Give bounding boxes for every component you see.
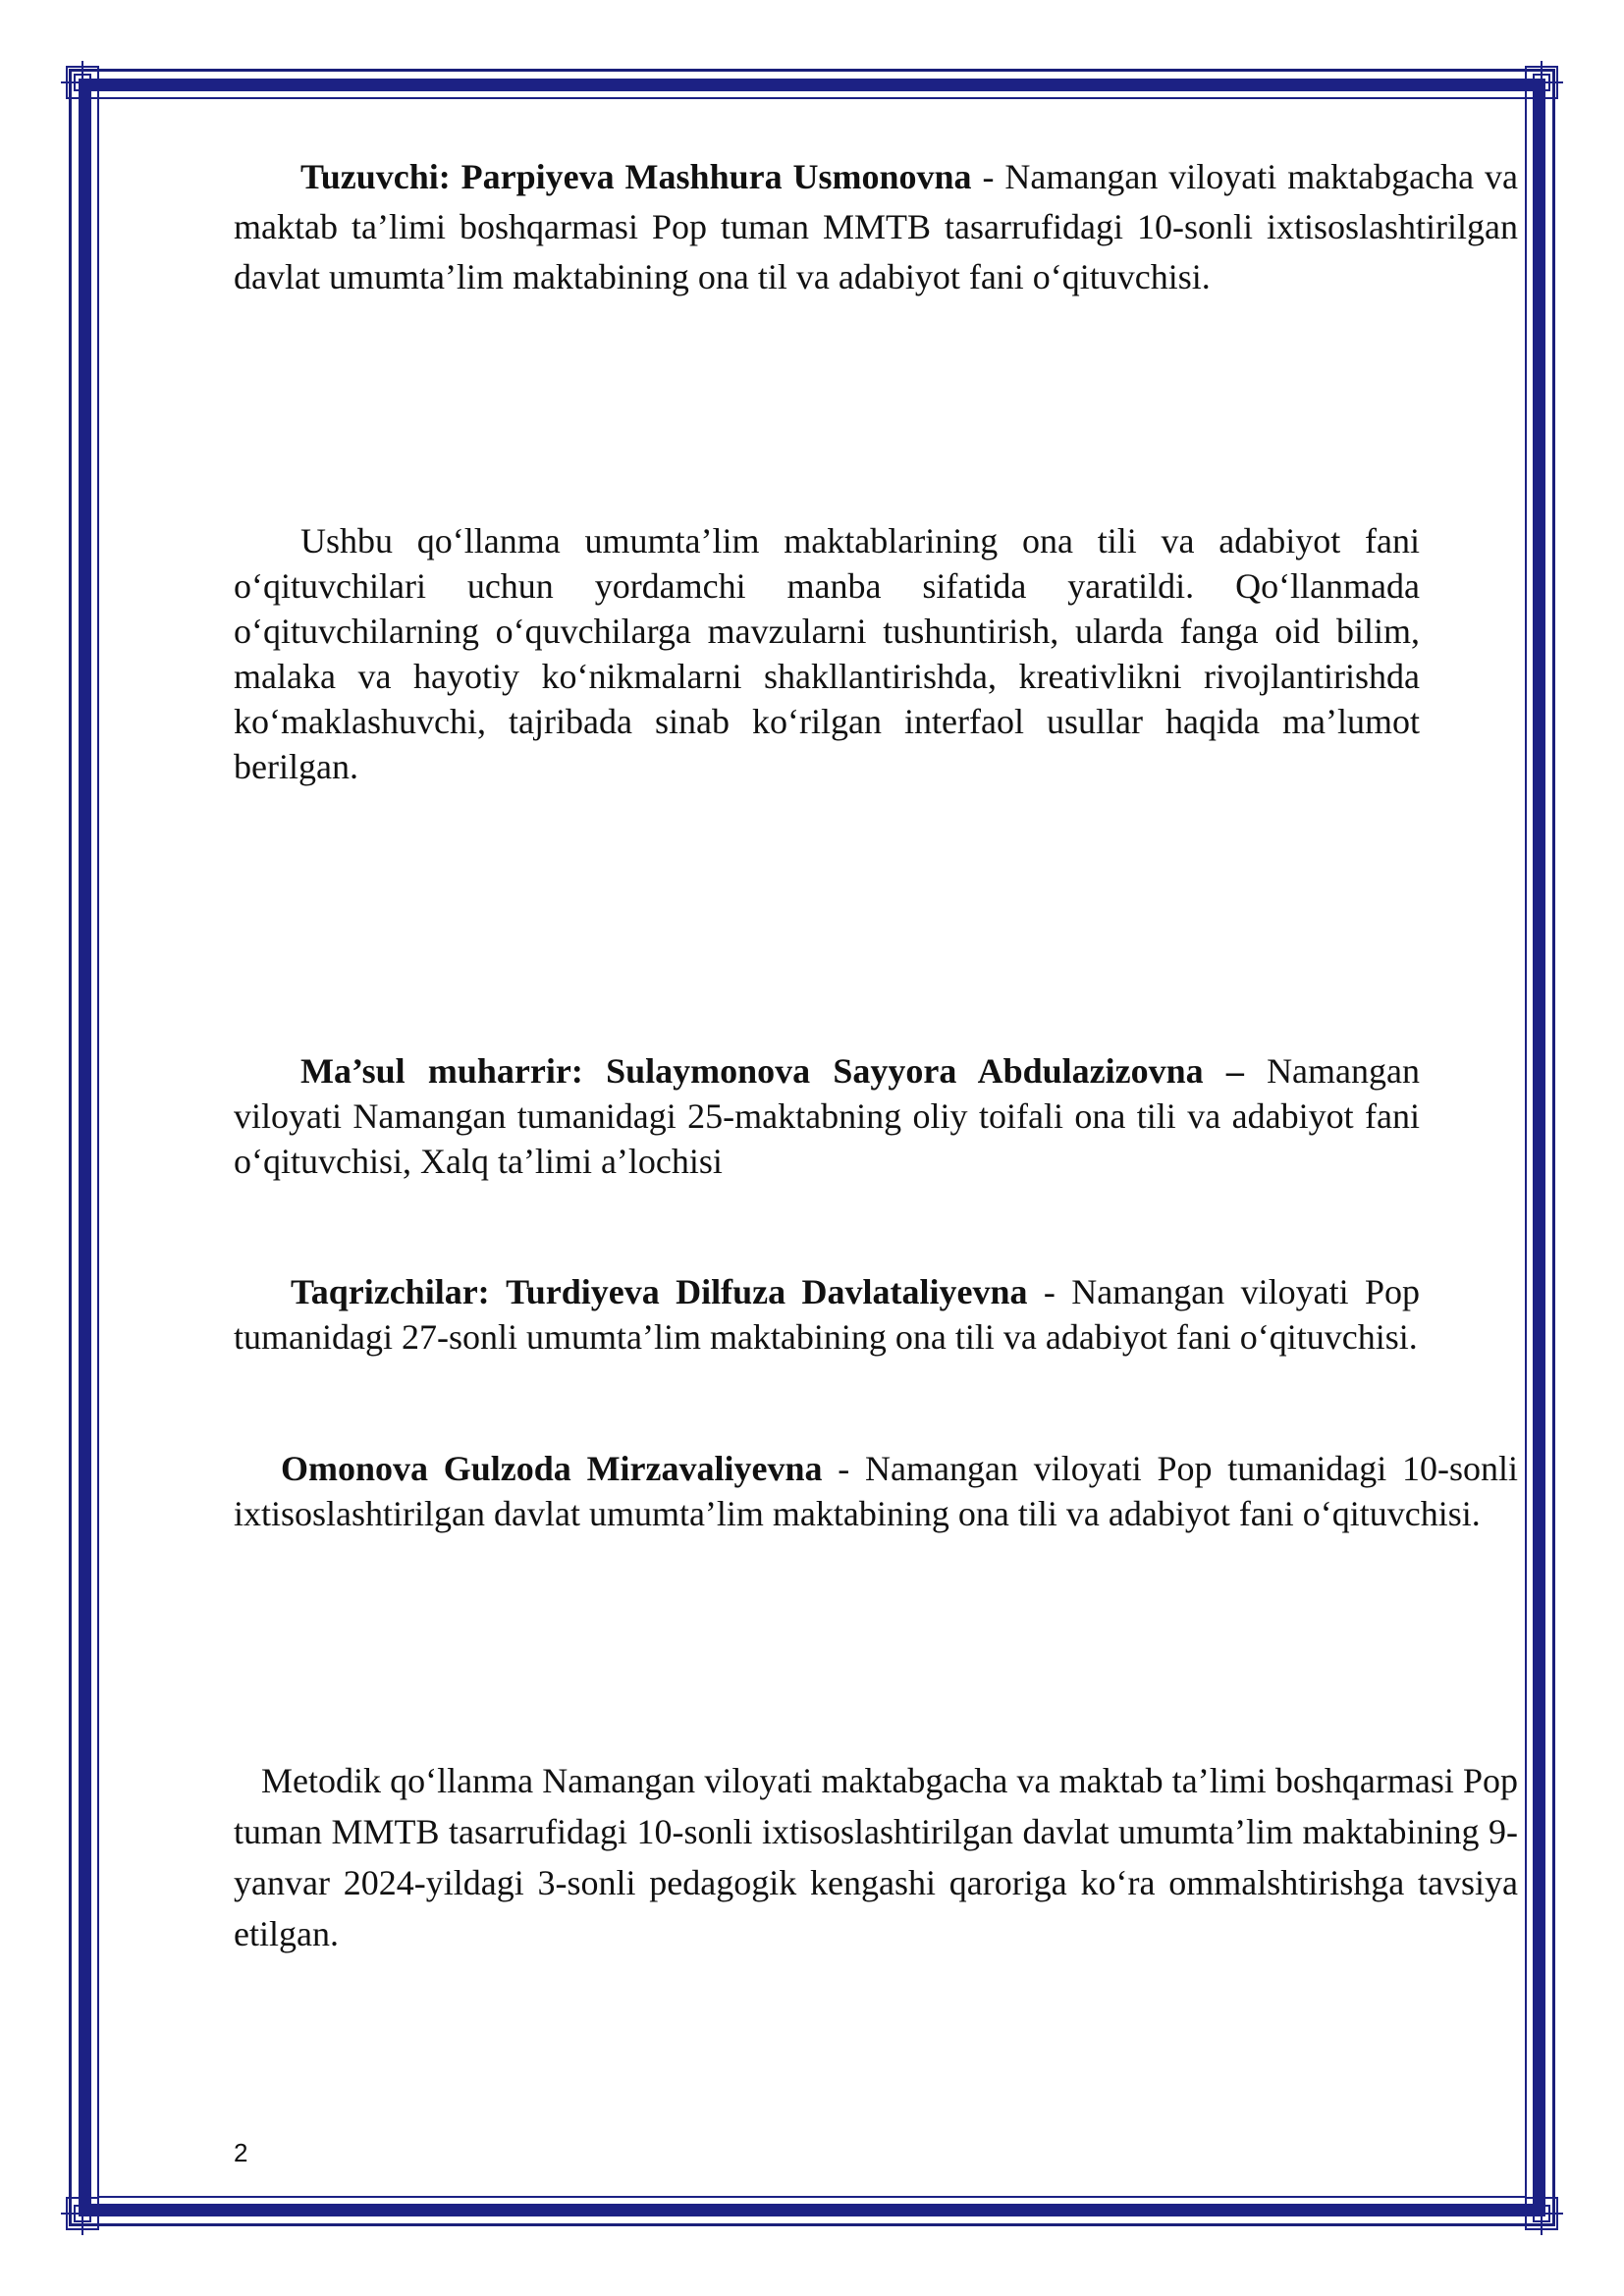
recommendation-paragraph (234, 1755, 1518, 1959)
compiler-text: - Namangan viloyati maktabgacha va maktab ta’limi boshqarmasi Pop tuman MMTB tasarrufidagi 10-sonli ixtisoslashtirilgan davlat umumta’lim maktabining ona til va adabiyot fani o‘qituvchisi. (234, 157, 1519, 296)
reviewer-second-text: - Namangan viloyati Pop tumanidagi 10-sonli ixtisoslashtirilgan davlat umumta’lim maktabining ona tili va adabiyot fani o‘qituvchisi. (234, 1449, 1518, 1533)
reviewer-first-paragraph (234, 1269, 1420, 1360)
corner-ornament-icon (1520, 61, 1563, 104)
compiler-label: Tuzuvchi: (300, 157, 451, 196)
editor-text: Namangan viloyati Namangan tumanidagi 25-maktabning oliy toifali ona tili va adabiyot fani o‘qituvchisi, Xalq ta’limi a’lochisi (234, 1051, 1420, 1181)
recommendation-text: Metodik qo‘llanma Namangan viloyati maktabgacha va maktab ta’limi boshqarmasi Pop tuman MMTB tasarrufidagi 10-sonli ixtisoslashtirilgan davlat umumta’lim maktabining 9-yanvar 2024-yildagi 3-sonli pedagogik kengashi qaroriga ko‘ra ommalshtirishga tavsiya etilgan. (234, 1761, 1518, 1953)
reviewer-second-paragraph (234, 1446, 1518, 1536)
compiler-name: Parpiyeva Mashhura Usmonovna (460, 157, 972, 196)
editor-label: Ma’sul muharrir: (300, 1051, 583, 1091)
reviewers-label: Taqrizchilar: (291, 1272, 490, 1311)
reviewer-second-name: Omonova Gulzoda Mirzavaliyevna (281, 1449, 823, 1488)
editor-paragraph (234, 1048, 1420, 1184)
corner-ornament-icon (1520, 2192, 1563, 2235)
compiler-paragraph (234, 152, 1518, 302)
corner-ornament-icon (61, 2192, 104, 2235)
page-number: 2 (234, 2138, 248, 2167)
reviewer-first-name: Turdiyeva Dilfuza Davlataliyevna (506, 1272, 1028, 1311)
editor-name: Sulaymonova Sayyora Abdulazizovna – (606, 1051, 1244, 1091)
annotation-paragraph (234, 518, 1420, 789)
reviewer-first-text: - Namangan viloyati Pop tumanidagi 27-sonli umumta’lim maktabining ona tili va adabiyot fani o‘qituvchisi. (234, 1272, 1421, 1357)
corner-ornament-icon (61, 61, 104, 104)
annotation-text: Ushbu qo‘llanma umumta’lim maktablarining ona tili va adabiyot fani o‘qituvchilari uchun yordamchi manba sifatida yaratildi. Qo‘llanmada o‘qituvchilarning o‘quvchilarga mavzularni tushuntirish, ularda fanga oid bilim, malaka va hayotiy ko‘nikmalarni shakllantirishda, kreativlikni rivojlantirishda ko‘maklashuvchi, tajribada sinab ko‘rilgan interfaol usullar haqida ma’lumot berilgan. (234, 521, 1420, 786)
